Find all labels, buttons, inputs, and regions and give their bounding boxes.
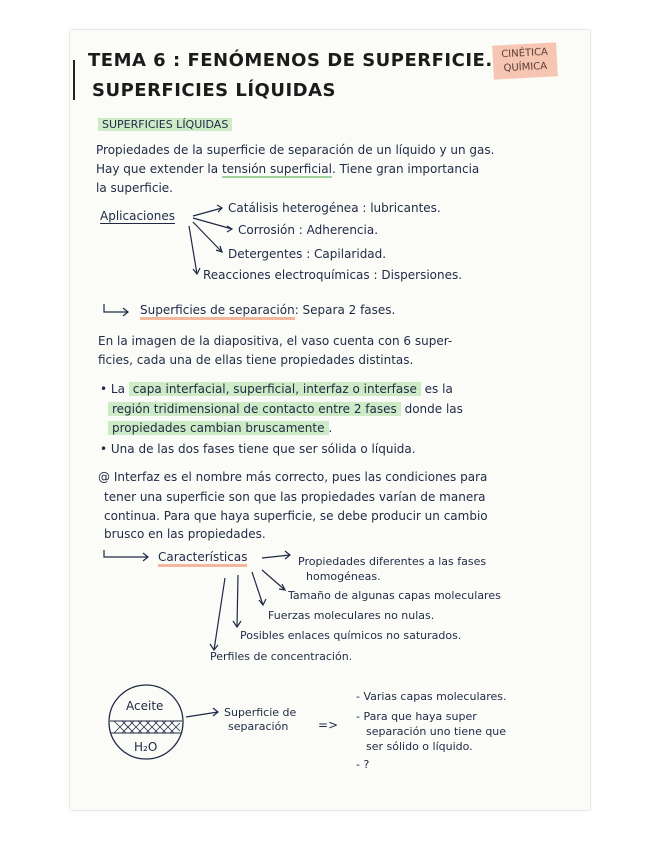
bullet-capa-line3	[108, 421, 332, 435]
note-line3: continua. Para que haya superficie, se debe producir un cambio	[104, 509, 488, 523]
diagram-arrow-label-1: Superficie de	[224, 706, 297, 719]
note-line2: tener una superficie son que las propiedades varían de manera	[104, 490, 486, 504]
separacion-p1: En la imagen de la diapositiva, el vaso cuenta con 6 super-	[98, 334, 453, 348]
separacion-line	[140, 303, 395, 317]
bullet-capa-highlight: capa interfacial, superficial, interfaz o interfase	[129, 382, 421, 396]
diagram-result: ser sólido o líquido.	[366, 740, 473, 753]
diagram-result: separación uno tiene que	[366, 725, 507, 738]
caracteristica-item: Posibles enlaces químicos no saturados.	[240, 629, 462, 642]
aplicacion-item: Corrosión : Adherencia.	[238, 223, 379, 237]
bullet-capa-line2	[108, 402, 463, 416]
aplicaciones-label: Aplicaciones	[100, 209, 175, 223]
implies-sign: =>	[318, 718, 339, 732]
separacion-p2: ficies, cada una de ellas tiene propiedades distintas.	[98, 353, 414, 367]
bullet-capa-l2-b: donde las	[400, 402, 463, 416]
surface-tension-term: tensión superficial	[221, 162, 332, 176]
caracteristica-item: Perfiles de concentración.	[210, 650, 353, 663]
note-line1: @ Interfaz es el nombre más correcto, pues las condiciones para	[98, 470, 488, 484]
intro-line3: la superficie.	[96, 181, 173, 195]
aplicacion-item: Catálisis heterogénea : lubricantes.	[228, 201, 441, 215]
diagram-result: - ?	[356, 758, 370, 771]
caracteristica-item: Propiedades diferentes a las fases	[298, 555, 487, 568]
bullet-capa-a: • La	[100, 382, 129, 396]
subject-tag-line1: CINÉTICA	[501, 46, 549, 61]
aplicacion-item: Detergentes : Capilaridad.	[228, 247, 387, 261]
aplicacion-item: Reacciones electroquímicas : Dispersiones.	[203, 268, 463, 282]
note-line4: brusco en las propiedades.	[104, 527, 266, 541]
page-title-line1: TEMA 6 : FENÓMENOS DE SUPERFICIE.	[88, 50, 493, 71]
separacion-desc: : Separa 2 fases.	[294, 303, 396, 317]
caracteristicas-label: Características	[158, 550, 247, 567]
subject-tag-line2: QUÍMICA	[503, 60, 548, 75]
intro-line1: Propiedades de la superficie de separación de un líquido y un gas.	[96, 143, 495, 157]
section-heading-text: SUPERFICIES LÍQUIDAS	[98, 118, 232, 131]
caracteristica-item: Fuerzas moleculares no nulas.	[268, 609, 435, 622]
diagram-result: - Varias capas moleculares.	[356, 690, 507, 703]
bullet-fases: • Una de las dos fases tiene que ser sólida o líquida.	[100, 442, 416, 456]
bullet-capa-b: es la	[420, 382, 453, 396]
intro-line2-a: Hay que extender la	[96, 162, 222, 176]
bullet-capa-line1	[100, 382, 453, 396]
diagram-arrow-label-2: separación	[228, 720, 289, 733]
page-title-line2: SUPERFICIES LÍQUIDAS	[92, 80, 336, 101]
bullet-capa-l2-highlight: región tridimensional de contacto entre 2 fases	[108, 402, 401, 416]
beaker-bottom-label: H₂O	[134, 740, 158, 754]
bullet-capa-l3-highlight: propiedades cambian bruscamente	[108, 421, 329, 435]
bullet-capa-l3-b: .	[328, 421, 333, 435]
beaker-top-label: Aceite	[126, 699, 164, 713]
diagram-result: - Para que haya super	[356, 710, 477, 723]
separacion-label: Superficies de separación	[140, 303, 295, 320]
caracteristica-item: homogéneas.	[306, 570, 381, 583]
intro-line2-b: . Tiene gran importancia	[331, 162, 480, 176]
caracteristica-item: Tamaño de algunas capas moleculares	[288, 589, 501, 602]
